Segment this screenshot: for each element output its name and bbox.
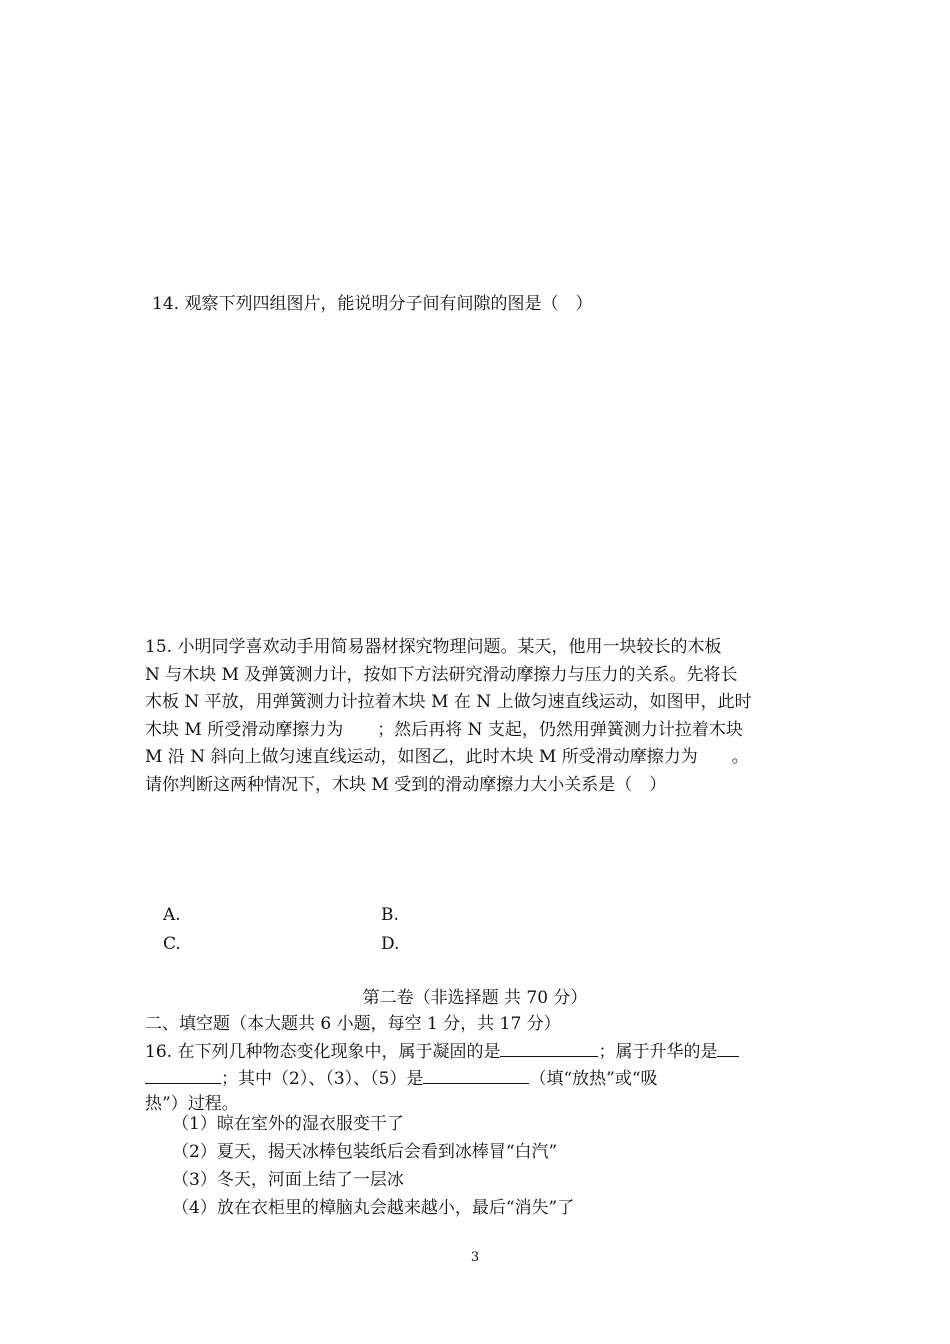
list-item: （4）放在衣柜里的樟脑丸会越来越小，最后“消失”了 xyxy=(172,1198,575,1218)
list-item: （1）晾在室外的湿衣服变干了 xyxy=(172,1114,404,1134)
answer-blank[interactable] xyxy=(500,1037,598,1057)
option-b: B. xyxy=(381,905,399,925)
answer-blank[interactable] xyxy=(145,1064,221,1084)
q15-line: M 沿 N 斜向上做匀速直线运动，如图乙，此时木块 M 所受滑动摩擦力为 。 xyxy=(145,747,749,767)
q16-line-1 xyxy=(145,1037,807,1064)
q16-line-2 xyxy=(145,1064,807,1091)
option-d: D. xyxy=(381,934,400,954)
list-item: （2）夏天，揭天冰棒包装纸后会看到冰棒冒“白汽” xyxy=(172,1142,558,1162)
answer-blank[interactable] xyxy=(423,1064,529,1084)
q15-line: 请你判断这两种情况下，木块 M 受到的滑动摩擦力大小关系是（ ） xyxy=(145,774,667,795)
q16-text: （填“放热”或“吸 xyxy=(529,1069,658,1089)
q15-line: N 与木块 M 及弹簧测力计，按如下方法研究滑动摩擦力与压力的关系。先将长 xyxy=(145,664,738,685)
q16-text: 16. 在下列几种物态变化现象中，属于凝固的是 xyxy=(145,1042,501,1062)
question-14: 14. 观察下列四组图片，能说明分子间有间隙的图是（ ） xyxy=(152,294,593,314)
q16-text: ；其中（2）、（3）、（5）是 xyxy=(221,1069,424,1089)
question-16 xyxy=(145,1037,807,1118)
answer-blank[interactable] xyxy=(717,1037,739,1057)
section-title: 第二卷（非选择题 共 70 分） xyxy=(362,988,588,1008)
question-15 xyxy=(145,634,805,799)
option-c: C. xyxy=(163,934,181,954)
page-number: 3 xyxy=(470,1250,480,1265)
q15-line: 木板 N 平放，用弹簧测力计拉着木块 M 在 N 上做匀速直线运动，如图甲，此时 xyxy=(145,692,752,712)
q16-text: ；属于升华的是 xyxy=(598,1042,718,1062)
q15-line: 15. 小明同学喜欢动手用简易器材探究物理问题。某天，他用一块较长的木板 xyxy=(145,637,722,657)
q16-line-3: 热”）过程。 xyxy=(145,1094,239,1114)
option-a: A. xyxy=(163,905,181,925)
q15-line: 木块 M 所受滑动摩擦力为 ；然后再将 N 支起，仍然用弹簧测力计拉着木块 xyxy=(145,719,743,740)
q16-items xyxy=(172,1110,574,1222)
list-item: （3）冬天，河面上结了一层冰 xyxy=(172,1170,404,1190)
part-title: 二、填空题（本大题共 6 小题，每空 1 分，共 17 分） xyxy=(145,1014,561,1034)
